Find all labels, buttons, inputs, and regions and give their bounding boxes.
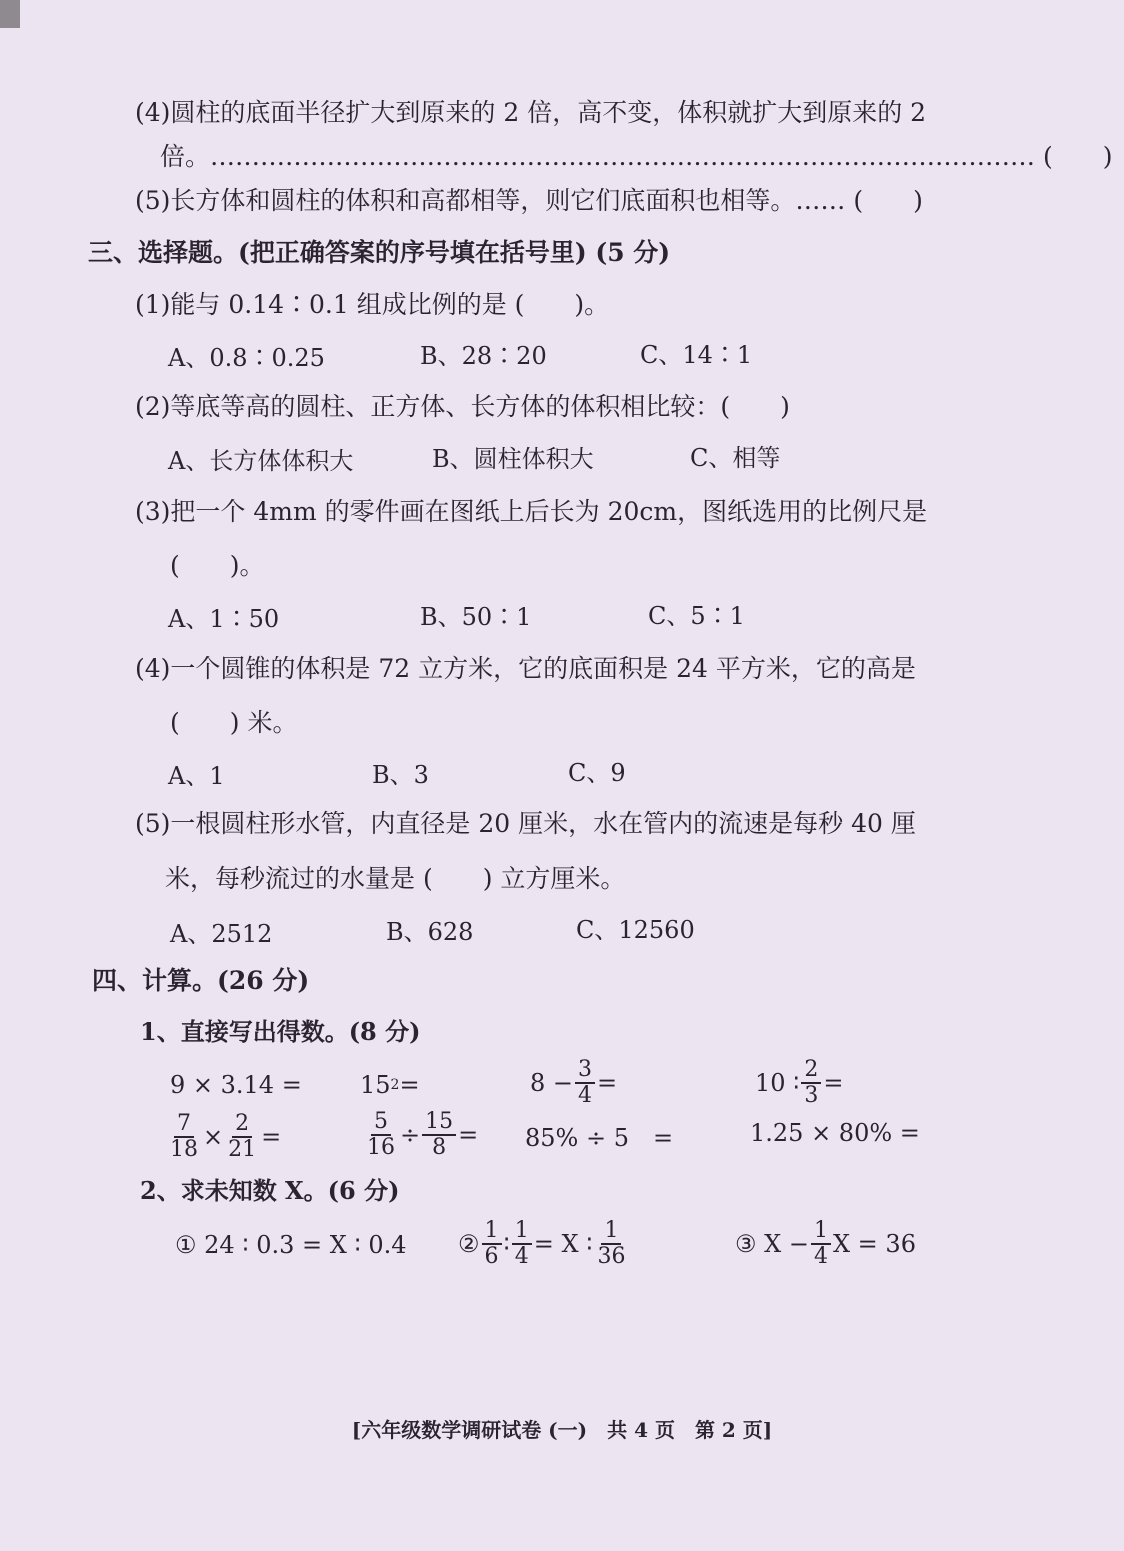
calc-expr-6-op: ÷	[400, 1121, 421, 1149]
solve-x-2-fraction-2	[512, 1219, 532, 1269]
solve-x-3	[735, 1214, 916, 1274]
calc-expr-1: 9 × 3.14 =	[170, 1071, 302, 1099]
fraction-numerator: 7	[174, 1112, 194, 1138]
calc-expr-5-eq: =	[261, 1123, 282, 1151]
calc-expr-6	[362, 1105, 478, 1165]
solve-x-3-fraction	[811, 1219, 831, 1269]
scan-corner-mark	[0, 0, 20, 28]
mc-q5-option-a: A、2512	[170, 920, 273, 948]
mc-q1-option-b: B、28∶20	[420, 342, 547, 370]
tf-q5: (5)长方体和圆柱的体积和高都相等，则它们底面积也相等。…… ( )	[135, 186, 923, 215]
calc-expr-5-fraction-1	[167, 1112, 201, 1162]
mc-q3-option-b: B、50∶1	[420, 603, 532, 631]
fraction-denominator: 6	[484, 1244, 499, 1269]
calc-expr-5-op: ×	[203, 1123, 224, 1151]
fraction-denominator: 18	[170, 1137, 198, 1162]
calc-expr-7: 85% ÷ 5 =	[525, 1123, 674, 1152]
mc-q2-option-b: B、圆柱体积大	[432, 445, 594, 473]
mc-q1: (1)能与 0.14∶0.1 组成比例的是 ( )。	[135, 290, 610, 319]
fraction-numerator: 1	[811, 1219, 831, 1245]
fraction-denominator: 4	[578, 1083, 593, 1108]
fraction-numerator: 5	[371, 1110, 391, 1136]
calc-sub1-title: 1、直接写出得数。(8 分)	[140, 1017, 421, 1046]
fraction-numerator: 15	[422, 1110, 456, 1136]
calc-expr-6-eq: =	[458, 1121, 479, 1149]
calc-sub2-title: 2、求未知数 X。(6 分)	[140, 1176, 400, 1205]
calc-expr-2-base: 15	[360, 1071, 391, 1099]
mc-q3-option-c: C、5∶1	[648, 602, 745, 630]
calc-expr-6-fraction-1	[364, 1110, 398, 1160]
fraction-numerator: 3	[575, 1058, 595, 1084]
solve-x-2-fraction-3	[594, 1219, 628, 1269]
page-footer: [六年级数学调研试卷 (一) 共 4 页 第 2 页]	[351, 1418, 773, 1442]
tf-q4-line1: (4)圆柱的底面半径扩大到原来的 2 倍，高不变，体积就扩大到原来的 2	[135, 98, 927, 127]
mc-q5-option-b: B、628	[386, 918, 474, 946]
mc-q4-line1: (4)一个圆锥的体积是 72 立方米，它的底面积是 24 平方米，它的高是	[135, 654, 916, 683]
fraction-numerator: 2	[232, 1112, 252, 1138]
mc-q4-option-c: C、9	[568, 759, 626, 787]
calc-expr-6-fraction-2	[422, 1110, 456, 1160]
fraction-numerator: 2	[801, 1058, 821, 1084]
calc-expr-2-eq: =	[399, 1071, 420, 1099]
solve-x-2-op: ∶	[503, 1230, 510, 1258]
fraction-denominator: 8	[432, 1135, 447, 1160]
solve-x-1: ① 24 ∶ 0.3 = X ∶ 0.4	[175, 1231, 407, 1259]
calc-expr-3-eq: =	[597, 1069, 618, 1097]
mc-q5-option-c: C、12560	[576, 916, 695, 944]
fraction-denominator: 4	[813, 1244, 828, 1269]
tf-q4-line2: 倍。……………………………………………………………………………………… ( )	[160, 142, 1113, 171]
mc-q2-option-c: C、相等	[690, 444, 781, 472]
mc-q2: (2)等底等高的圆柱、正方体、长方体的体积相比较：( )	[135, 392, 790, 421]
calc-expr-3-pre: 8 −	[530, 1069, 574, 1097]
mc-q4-option-a: A、1	[168, 762, 225, 790]
mc-q3-line2: ( )。	[170, 551, 265, 580]
mc-q1-option-c: C、14∶1	[640, 341, 753, 369]
calc-expr-3-fraction	[575, 1058, 595, 1108]
section-3-title: 三、选择题。(把正确答案的序号填在括号里) (5 分)	[88, 238, 671, 267]
fraction-denominator: 16	[367, 1135, 395, 1160]
mc-q4-option-b: B、3	[372, 761, 429, 789]
mc-q3-option-a: A、1∶50	[168, 605, 280, 633]
fraction-denominator: 3	[804, 1083, 819, 1108]
mc-q4-line2: ( ) 米。	[170, 708, 298, 737]
solve-x-3-post: X = 36	[832, 1230, 916, 1258]
fraction-denominator: 4	[514, 1244, 529, 1269]
section-4-title: 四、计算。(26 分)	[92, 966, 310, 995]
calc-expr-3	[530, 1053, 617, 1113]
fraction-numerator: 1	[482, 1219, 502, 1245]
mc-q5-line2: 米，每秒流过的水量是 ( ) 立方厘米。	[165, 864, 626, 893]
calc-expr-2-exp: 2	[390, 1077, 400, 1093]
mc-q3-line1: (3)把一个 4mm 的零件画在图纸上后长为 20cm，图纸选用的比例尺是	[135, 497, 928, 526]
mc-q2-option-a: A、长方体体积大	[168, 447, 354, 475]
fraction-numerator: 1	[601, 1219, 621, 1245]
mc-q5-line1: (5)一根圆柱形水管，内直径是 20 厘米，水在管内的流速是每秒 40 厘	[135, 809, 916, 838]
solve-x-3-pre: ③ X −	[735, 1230, 809, 1258]
solve-x-2-pre: ②	[458, 1230, 480, 1258]
calc-expr-5	[165, 1107, 281, 1167]
calc-expr-5-fraction-2	[225, 1112, 259, 1162]
mc-q1-option-a: A、0.8∶0.25	[168, 344, 325, 372]
calc-expr-8: 1.25 × 80% =	[750, 1119, 920, 1147]
calc-expr-4-pre: 10 ∶	[755, 1069, 800, 1097]
calc-expr-4-eq: =	[823, 1069, 844, 1097]
solve-x-2	[458, 1214, 630, 1274]
solve-x-2-fraction-1	[482, 1219, 502, 1269]
fraction-numerator: 1	[512, 1219, 532, 1245]
solve-x-2-mid: = X ∶	[533, 1230, 593, 1258]
fraction-denominator: 36	[597, 1244, 626, 1269]
fraction-denominator: 21	[228, 1137, 257, 1162]
calc-expr-4-fraction	[801, 1058, 821, 1108]
